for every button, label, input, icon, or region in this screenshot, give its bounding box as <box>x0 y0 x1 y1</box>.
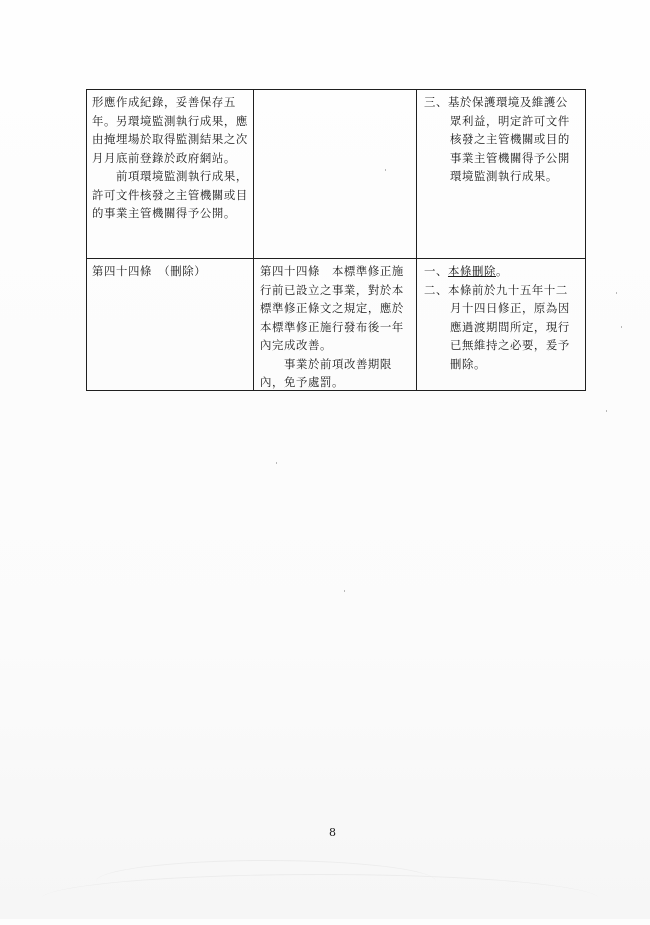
table-column-divider-2 <box>416 89 417 391</box>
row1-col1-cell <box>92 93 248 253</box>
row1-col3-item-3: 三、基於保護環境及維護公眾利益，明定許可文件核發之主管機關或目的事業主管機關得予公開環境監測執行成果。 <box>424 95 570 183</box>
table-right-border <box>585 89 586 391</box>
row2-col3-item-1-prefix: 一、 <box>424 264 448 278</box>
row1-col2-cell <box>260 93 410 253</box>
comparison-table <box>86 89 586 391</box>
scan-speck <box>276 462 277 464</box>
row2-col3-item-1 <box>424 262 578 281</box>
row2-col1-cell <box>92 262 248 382</box>
scan-speck <box>616 292 617 294</box>
row2-col2-paragraph-2: 事業於前項改善期限內，免予處罰。 <box>260 356 392 389</box>
row2-col2-paragraph-1: 第四十四條 本標準修正施行前已設立之事業，對於本標準修正條文之規定，應於本標準修正施行發布後一年內完成改善。 <box>260 264 404 352</box>
row1-col3-cell <box>424 93 578 253</box>
table-top-border <box>86 89 586 90</box>
table-row-divider <box>86 258 586 259</box>
row2-col3-item-1-underlined: 本條刪除 <box>447 264 496 278</box>
table-column-divider-1 <box>253 89 254 391</box>
row2-col3-item-2: 二、本條前於九十五年十二月十四日修正，原為因應過渡期間所定，現行已無維持之必要，爰予刪除。 <box>424 282 570 371</box>
row2-col1-text: 第四十四條 （刪除） <box>92 264 207 278</box>
scan-speck <box>606 410 607 412</box>
row2-col2-cell <box>260 262 410 389</box>
scan-speck <box>385 169 386 171</box>
scan-speck <box>344 590 345 592</box>
scan-shadow <box>40 874 600 925</box>
row1-col1-paragraph-2: 前項環境監測執行成果，許可文件核發之主管機關或目的事業主管機關得予公開。 <box>92 169 248 220</box>
row2-col3-cell <box>424 262 578 386</box>
scan-speck <box>621 326 622 328</box>
row1-col1-paragraph-1: 形應作成紀錄，妥善保存五年。另環境監測執行成果，應由掩埋場於取得監測結果之次月月底前登錄於政府網站。 <box>92 95 248 165</box>
row2-col3-item-1-suffix: 。 <box>495 264 508 278</box>
page-number: 8 <box>329 826 336 839</box>
table-left-border <box>86 89 87 391</box>
